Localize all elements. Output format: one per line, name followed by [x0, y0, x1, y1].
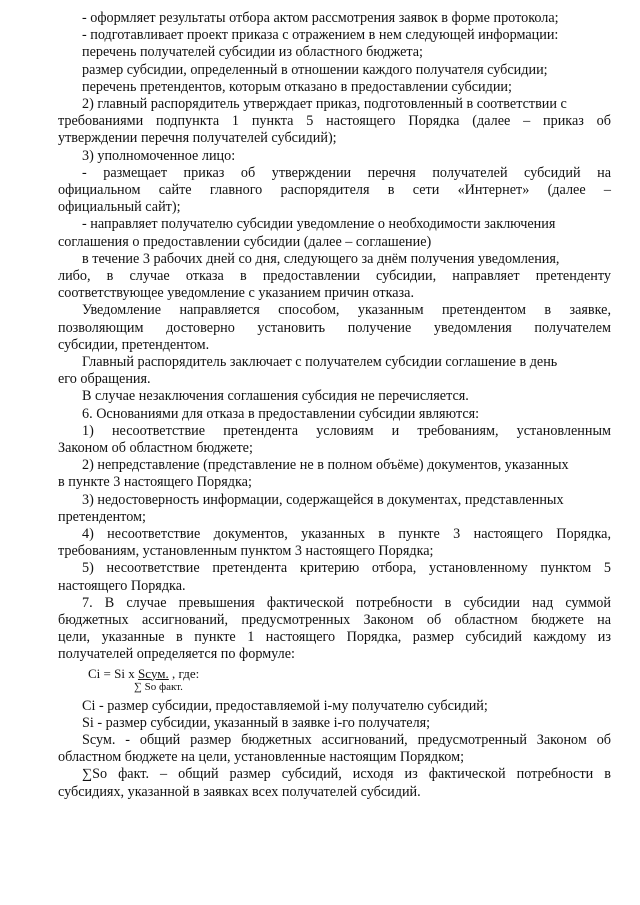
text-line: - размещает приказ об утверждении перечня получателей субсидий на [82, 164, 611, 181]
text-line: в пункте 3 настоящего Порядка; [58, 474, 252, 491]
text-line: субсидии, претендентом. [58, 336, 210, 353]
formula-tail: , где: [168, 665, 200, 681]
text-line: 5) несоответствие претендента критерию отбора, установленному пунктом 5 [82, 560, 611, 577]
text-line: - направляет получателю субсидии уведомление о необходимости заключения [82, 216, 556, 233]
text-line: настоящего Порядка. [58, 577, 186, 594]
text-line: утверждении перечня получателей субсидий); [58, 130, 337, 147]
text-line: 4) несоответствие документов, указанных в пункте 3 настоящего Порядка, [82, 526, 611, 542]
text-line: Главный распорядитель заключает с получателем субсидии соглашение в день [82, 354, 558, 370]
text-line: 1) несоответствие претендента условиям и требованиям, установленным [82, 422, 611, 439]
text-line: Законом об областном бюджете; [58, 440, 253, 456]
text-line: Уведомление направляется способом, указанным претендентом в заявке, [82, 302, 611, 319]
text-line: 7. В случае превышения фактической потребности в субсидии над суммой [82, 594, 611, 611]
text-line: официальный сайт); [58, 199, 181, 216]
text-line: цели, указанные в пункте 1 настоящего Порядка, размер субсидий каждому из [58, 629, 611, 646]
definition-line: Si - размер субсидии, указанный в заявке i-го получателя; [82, 714, 431, 731]
definition-line: Sсум. - общий размер бюджетных ассигнований, предусмотренный Законом об [82, 732, 611, 748]
text-line: соответствующее уведомление с указанием причин отказа. [58, 285, 414, 302]
text-line: - подготавливает проект приказа с отражением в нем следующей информации: [82, 27, 559, 44]
definition-line: Ci - размер субсидии, предоставляемой i-му получателю субсидий; [82, 697, 488, 714]
formula-lhs: Ci = Si x [88, 665, 138, 681]
text-line: В случае незаключения соглашения субсидия не перечисляется. [82, 388, 469, 405]
text-line: его обращения. [58, 371, 151, 388]
text-line: претендентом; [58, 508, 146, 525]
text-line: 3) уполномоченное лицо: [82, 147, 236, 164]
text-line: официальном сайте главного распорядителя в сети «Интернет» (далее – [58, 182, 611, 198]
text-line: перечень претендентов, которым отказано в предоставлении субсидии; [82, 78, 512, 95]
text-line: либо, в случае отказа в предоставлении субсидии, направляет претенденту [58, 268, 611, 284]
text-line: 2) непредставление (представление не в полном объёме) документов, указанных [82, 457, 569, 474]
text-line: 3) недостоверность информации, содержащейся в документах, представленных [82, 491, 564, 508]
text-line: соглашения о предоставлении субсидии (далее – соглашение) [58, 233, 432, 250]
text-line: в течение 3 рабочих дней со дня, следующего за днём получения уведомления, [82, 250, 560, 267]
text-line: получателей определяется по формуле: [58, 646, 295, 663]
text-line: бюджетных ассигнований, предусмотренных Законом об областном бюджете на [58, 612, 611, 628]
text-line: размер субсидии, определенный в отношении каждого получателя субсидии; [82, 61, 548, 78]
text-line: позволяющим достоверно установить получение уведомления получателем [58, 319, 611, 336]
formula-denominator: ∑ So факт. [134, 680, 183, 693]
text-line: - оформляет результаты отбора актом рассмотрения заявок в форме протокола; [82, 10, 559, 26]
text-line: 2) главный распорядитель утверждает приказ, подготовленный в соответствии с [82, 96, 567, 112]
definition-line: субсидиях, указанной в заявках всех получателей субсидий. [58, 783, 421, 800]
text-line: требованиями подпункта 1 пункта 5 настоящего Порядка (далее – приказ об [58, 113, 611, 130]
text-line: 6. Основаниями для отказа в предоставлении субсидии являются: [82, 405, 480, 422]
formula-numerator: Scум. [137, 665, 169, 681]
text-line: требованиям, установленным пунктом 3 настоящего Порядка; [58, 543, 434, 560]
text-line: перечень получателей субсидии из областного бюджета; [82, 44, 424, 61]
definition-line: областном бюджете на цели, установленные настоящим Порядком; [58, 749, 465, 766]
definition-line: ∑So факт. – общий размер субсидий, исходя из фактической потребности в [82, 766, 611, 783]
